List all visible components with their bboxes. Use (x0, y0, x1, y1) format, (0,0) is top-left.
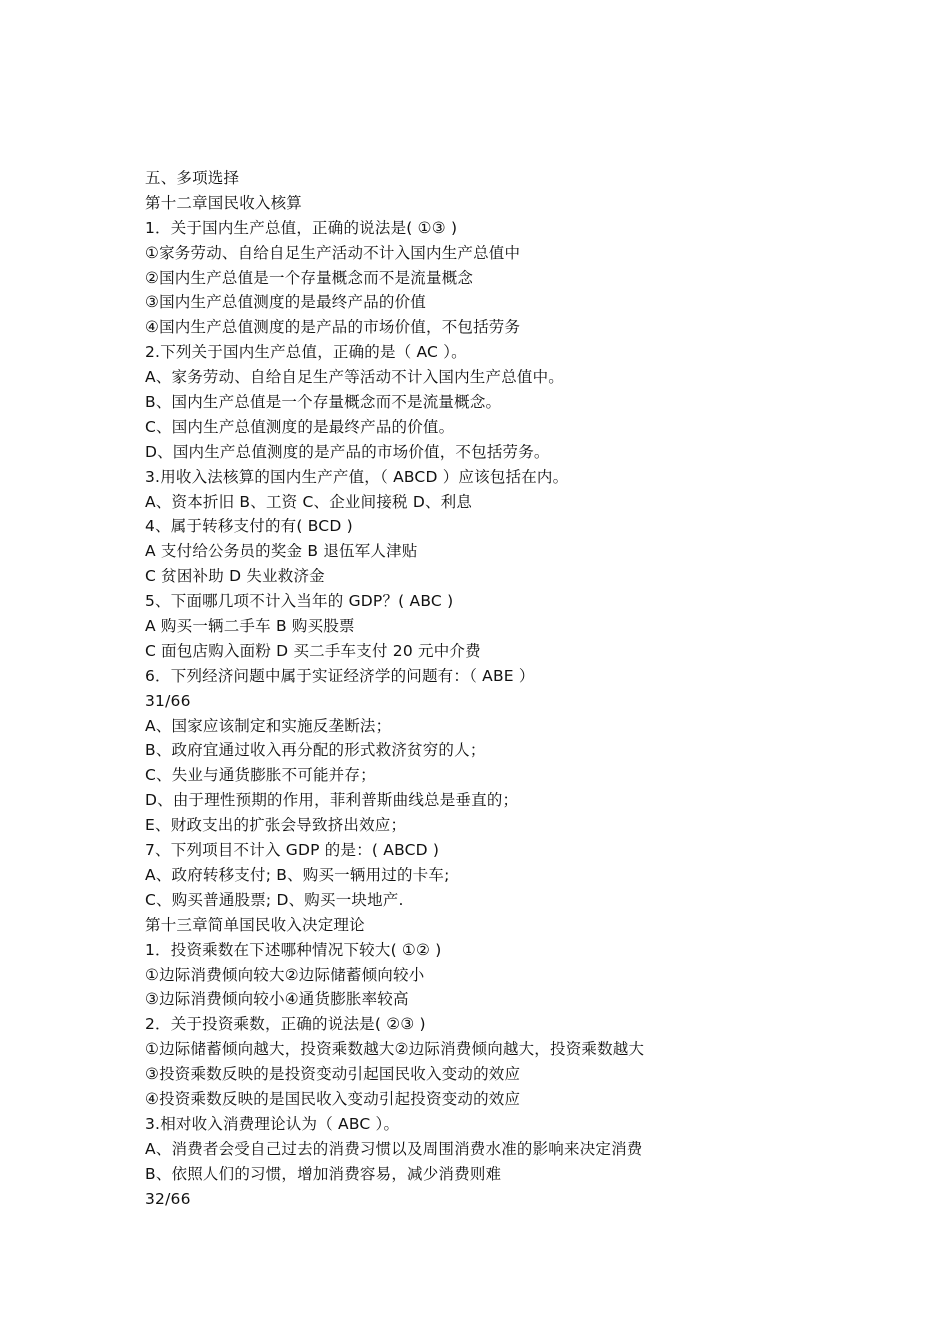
option-line: A 购买一辆二手车 B 购买股票 (145, 617, 355, 636)
question-line: 3.用收入法核算的国内生产产值，（ ABCD ）应该包括在内。 (145, 467, 569, 486)
page-number: 31/66 (145, 691, 191, 710)
question-line: 4、属于转移支付的有( BCD ) (145, 517, 353, 536)
option-line: ④投资乘数反映的是国民收入变动引起投资变动的效应 (145, 1089, 521, 1108)
option-line: E、财政支出的扩张会导致挤出效应； (145, 816, 407, 835)
option-line: ①家务劳动、自给自足生产活动不计入国内生产总值中 (145, 243, 521, 262)
question-line: 2．关于投资乘数，正确的说法是( ②③ ) (145, 1015, 426, 1034)
section-heading: 五、多项选择 (145, 169, 240, 187)
option-line: B、国内生产总值是一个存量概念而不是流量概念。 (145, 393, 502, 412)
option-line: ③国内生产总值测度的是最终产品的价值 (145, 293, 426, 312)
question-line: 1．投资乘数在下述哪种情况下较大( ①② ) (145, 940, 442, 959)
option-line: D、国内生产总值测度的是产品的市场价值，不包括劳务。 (145, 442, 550, 461)
option-line: A、资本折旧 B、工资 C、企业间接税 D、利息 (145, 492, 473, 511)
option-line: C、失业与通货膨胀不可能并存； (145, 766, 376, 785)
option-line: ④国内生产总值测度的是产品的市场价值，不包括劳务 (145, 318, 521, 337)
question-line: 1．关于国内生产总值，正确的说法是( ①③ ) (145, 218, 458, 237)
question-line: 6．下列经济问题中属于实证经济学的问题有：（ ABE ） (145, 666, 535, 685)
question-line: 3.相对收入消费理论认为（ ABC ）。 (145, 1114, 400, 1133)
chapter-title: 第十三章简单国民收入决定理论 (145, 915, 365, 934)
document-body (145, 166, 925, 1211)
page-number: 32/66 (145, 1189, 191, 1208)
question-line: 2.下列关于国内生产总值，正确的是（ AC ）。 (145, 343, 467, 362)
option-line: C、国内生产总值测度的是最终产品的价值。 (145, 417, 455, 436)
question-line: 5、下面哪几项不计入当年的 GDP？( ABC ) (145, 592, 454, 611)
option-line: C 面包店购入面粉 D 买二手车支付 20 元中介费 (145, 641, 481, 660)
option-line: ③投资乘数反映的是投资变动引起国民收入变动的效应 (145, 1065, 521, 1084)
option-line: C、购买普通股票; D、购买一块地产. (145, 890, 404, 909)
option-line: ①边际储蓄倾向越大，投资乘数越大②边际消费倾向越大，投资乘数越大 (145, 1040, 645, 1059)
option-line: B、政府宜通过收入再分配的形式救济贫穷的人； (145, 741, 486, 760)
option-line: ③边际消费倾向较小④通货膨胀率较高 (145, 990, 409, 1009)
option-line: A 支付给公务员的奖金 B 退伍军人津贴 (145, 542, 418, 561)
option-line: A、国家应该制定和实施反垄断法； (145, 716, 392, 735)
option-line: A、消费者会受自己过去的消费习惯以及周围消费水准的影响来决定消费 (145, 1139, 643, 1158)
option-line: A、家务劳动、自给自足生产等活动不计入国内生产总值中。 (145, 368, 565, 387)
option-line: A、政府转移支付; B、购买一辆用过的卡车; (145, 865, 450, 884)
option-line: ②国内生产总值是一个存量概念而不是流量概念 (145, 268, 474, 287)
option-line: C 贫困补助 D 失业救济金 (145, 567, 325, 586)
option-line: D、由于理性预期的作用，菲利普斯曲线总是垂直的； (145, 791, 519, 810)
question-line: 7、下列项目不计入 GDP 的是：( ABCD ) (145, 841, 440, 860)
option-line: ①边际消费倾向较大②边际储蓄倾向较小 (145, 965, 425, 984)
chapter-title: 第十二章国民收入核算 (145, 193, 303, 212)
option-line: B、依照人们的习惯，增加消费容易，减少消费则难 (145, 1164, 502, 1183)
